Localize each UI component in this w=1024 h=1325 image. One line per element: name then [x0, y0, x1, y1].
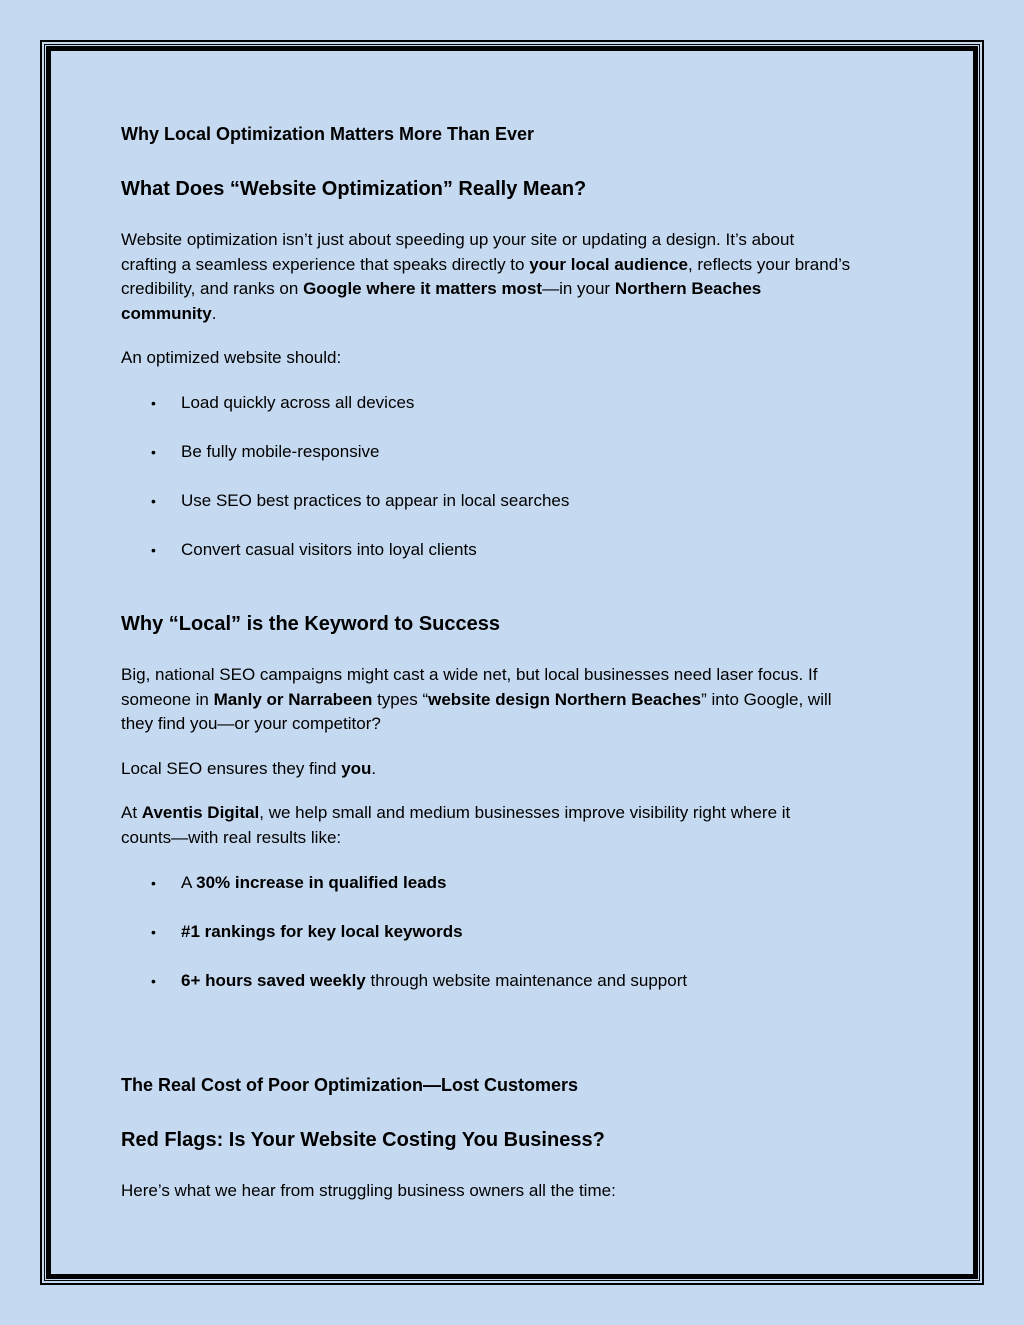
- paragraph-line: Website optimization isn’t just about speeding up your site or updating a design. It’s about: [121, 230, 795, 249]
- paragraph-line: crafting a seamless experience that speaks directly to your local audience, reflects your brand’s: [121, 254, 851, 274]
- section3-heading: Red Flags: Is Your Website Costing You Business?: [121, 1129, 605, 1151]
- bullet-icon: •: [151, 924, 156, 940]
- bullet-icon: •: [151, 973, 156, 989]
- bullet-icon: •: [151, 542, 156, 558]
- section1-heading: What Does “Website Optimization” Really Mean?: [121, 178, 587, 200]
- paragraph-line: At Aventis Digital, we help small and medium businesses improve visibility right where it: [121, 803, 791, 822]
- section2-heading: Why “Local” is the Keyword to Success: [121, 613, 500, 635]
- paragraph-line: they find you—or your competitor?: [121, 714, 381, 733]
- section2-aventis-paragraph: [121, 801, 911, 850]
- section3-kicker: The Real Cost of Poor Optimization—Lost Customers: [121, 1075, 579, 1095]
- section1-intro: An optimized website should:: [121, 348, 342, 367]
- bullet-icon: •: [151, 493, 156, 509]
- bullet-icon: •: [151, 444, 156, 460]
- paragraph-line: Big, national SEO campaigns might cast a wide net, but local businesses need laser focus. If: [121, 665, 818, 684]
- paragraph-line: credibility, and ranks on Google where it matters most—in your Northern Beaches: [121, 279, 762, 298]
- section1-paragraph: [121, 228, 911, 326]
- paragraph-line: counts—with real results like:: [121, 827, 342, 847]
- paragraph-line: someone in Manly or Narrabeen types “website design Northern Beaches” into Google, will: [121, 689, 832, 709]
- bullet-icon: •: [151, 395, 156, 411]
- bullet-icon: •: [151, 875, 156, 891]
- section3-paragraph: Here’s what we hear from struggling business owners all the time:: [121, 1181, 616, 1200]
- section2-paragraph: [121, 663, 911, 737]
- section2-local-seo-line: Local SEO ensures they find you.: [121, 759, 377, 778]
- paragraph-line: community.: [121, 303, 217, 323]
- section1-kicker: Why Local Optimization Matters More Than Ever: [121, 124, 535, 144]
